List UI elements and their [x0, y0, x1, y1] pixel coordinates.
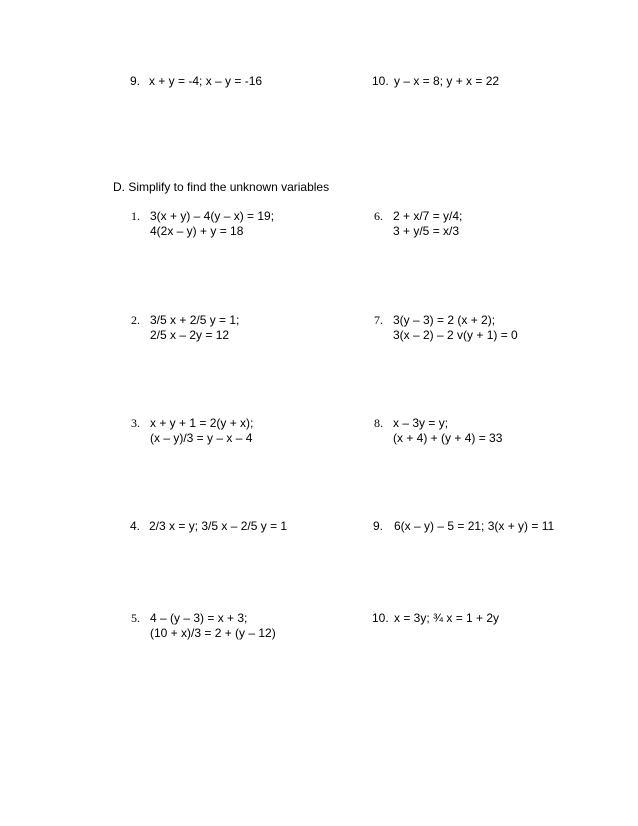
problem-number: 2.: [131, 313, 140, 327]
equation-line: 2 + x/7 = y/4;: [393, 209, 463, 223]
problem-equations: [394, 611, 499, 626]
equation-line: 2/3 x = y; 3/5 x – 2/5 y = 1: [149, 519, 288, 533]
problem-number: 4.: [130, 519, 141, 533]
equation-line: x – 3y = y;: [393, 416, 449, 430]
problem-number: 6.: [374, 209, 383, 223]
section-d-title: D. Simplify to find the unknown variables: [113, 180, 330, 194]
problem-equations: [394, 519, 554, 534]
problem-equations: [394, 74, 499, 89]
equation-line: 6(x – y) – 5 = 21; 3(x + y) = 11: [394, 519, 555, 533]
equation-line: (x + 4) + (y + 4) = 33: [393, 431, 503, 445]
equation-line: 4 – (y – 3) = x + 3;: [150, 611, 248, 625]
problem-number: 9.: [130, 74, 141, 88]
problem-number: 9.: [373, 519, 384, 533]
problem-number: 5.: [131, 611, 140, 625]
equation-line: 3(y – 3) = 2 (x + 2);: [393, 313, 496, 327]
equation-line: x = 3y; ¾ x = 1 + 2y: [394, 611, 500, 625]
problem-equations: [393, 313, 518, 343]
problem-equations: [150, 611, 276, 641]
equation-line: x + y + 1 = 2(y + x);: [150, 416, 254, 430]
problem-equations: [150, 209, 274, 239]
problem-equations: [150, 416, 253, 446]
problem-number: 10.: [372, 74, 389, 88]
equation-line: (x – y)/3 = y – x – 4: [150, 431, 253, 445]
equation-line: 3/5 x + 2/5 y = 1;: [150, 313, 240, 327]
equation-line: (10 + x)/3 = 2 + (y – 12): [150, 626, 276, 640]
equation-line: 3(x – 2) – 2 v(y + 1) = 0: [393, 328, 518, 342]
equation-line: 3(x + y) – 4(y – x) = 19;: [150, 209, 275, 223]
problem-number: 10.: [372, 611, 389, 625]
problem-equations: [393, 209, 462, 239]
equation-line: 3 + y/5 = x/3: [393, 224, 460, 238]
problem-number: 3.: [131, 416, 140, 430]
problem-number: 7.: [374, 313, 383, 327]
problem-number: 8.: [374, 416, 383, 430]
equation-line: 2/5 x – 2y = 12: [150, 328, 230, 342]
equation-line: 4(2x – y) + y = 18: [150, 224, 244, 238]
problem-equations: [149, 74, 262, 89]
equation-line: x + y = -4; x – y = -16: [149, 74, 263, 88]
problem-equations: [149, 519, 287, 534]
equation-line: y – x = 8; y + x = 22: [394, 74, 500, 88]
problem-equations: [393, 416, 502, 446]
problem-equations: [150, 313, 239, 343]
problem-number: 1.: [131, 209, 140, 223]
